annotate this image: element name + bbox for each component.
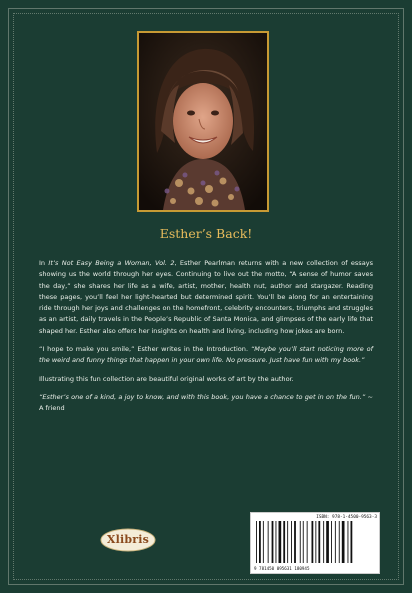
publisher-name: Xlibris: [106, 533, 150, 546]
paragraph-intro-text: , Esther Pearlman returns with a new collection of essays showing us the world through her eyes. Continuing to live out the motto, “A sense of humor saves the day,” she shares her life as a wife, artist, mother, health nut, author and stargazer. Reading these pages, you’ll feel her light-hearted but determined spirit. You’ll be along for an entertaining ride through her joys and challenges on the homefront, celebrity encounters, triumphs and struggles as an artist, daily travels in the People’s Republic of Santa Monica, and glimpses of the early life that shaped her. Esther also offers her insights on health and living, including how jokes are born.: [39, 259, 373, 335]
isbn-text: ISBN: 978-1-4500-9563-3: [316, 515, 377, 520]
quote-italic: “Maybe you’ll start noticing more of the weird and funny things that happen in your own life. No pressure. Just have fun with my book.”: [39, 345, 373, 365]
author-photo: [137, 31, 269, 212]
barcode-bars: [254, 521, 376, 563]
isbn-barcode: [250, 512, 380, 574]
paragraph-intro: [39, 258, 373, 337]
paragraph-art: Illustrating this fun collection are beautiful original works of art by the author.: [39, 374, 294, 383]
testimonial-attribution: ~ A friend: [39, 392, 373, 413]
paragraph-quote: [39, 344, 373, 367]
description: [39, 258, 373, 422]
paragraph-intro-pre: In: [39, 259, 49, 267]
heading: Esther’s Back!: [159, 226, 253, 241]
publisher-logo: [100, 528, 156, 552]
quote-text: “I hope to make you smile,” Esther writes in the Introduction.: [39, 345, 251, 354]
testimonial-text: “Esther’s one of a kind, a joy to know, and with this book, you have a chance to get in on the fun.”: [39, 392, 366, 401]
paragraph-testimonial: [39, 392, 373, 415]
barcode-digits: 9 781450 095631 180945: [254, 566, 310, 571]
book-title: It’s Not Easy Being a Woman, Vol. 2: [48, 259, 175, 267]
